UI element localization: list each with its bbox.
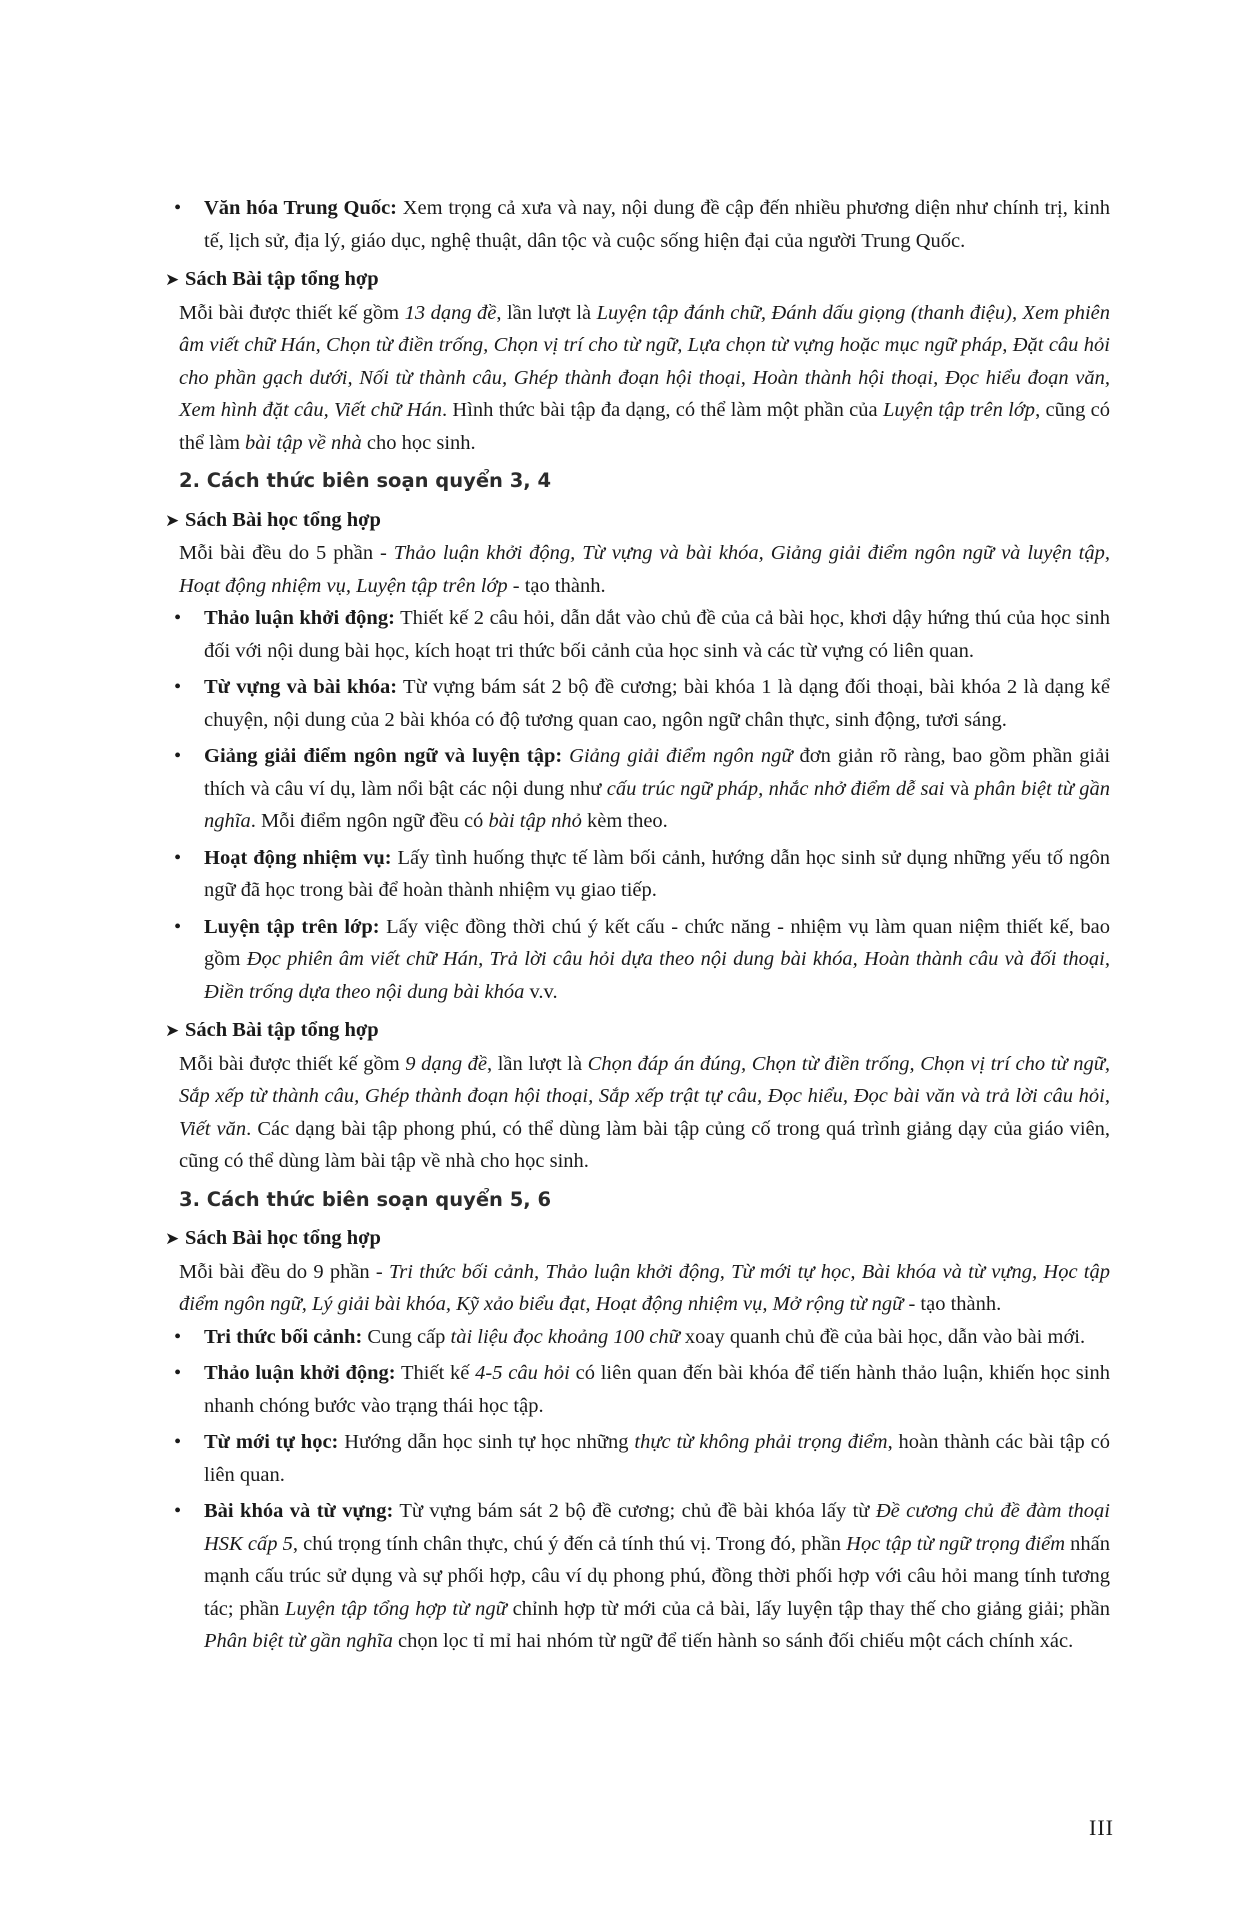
bullet-task-activity: • Hoạt động nhiệm vụ: Lấy tình huống thực tế làm bối cảnh, hướng dẫn học sinh sử dụng những yếu tố ngôn ngữ đã học trong bài để hoàn thành nhiệm vụ giao tiếp. (165, 842, 1110, 907)
bullet-chinese-culture (165, 192, 1110, 257)
bullet-text: Xem trọng cả xưa và nay, nội dung đề cập đến nhiều phương diện như chính trị, kinh tế, lịch sử, địa lý, giáo dục, nghệ thuật, dân tộc và cuộc sống hiện đại của người Trung Quốc. (204, 197, 1110, 252)
bullet-text-vocab: • Bài khóa và từ vựng: Từ vựng bám sát 2 bộ đề cương; chủ đề bài khóa lấy từ Đề cương chủ đề đàm thoại HSK cấp 5, chú trọng tính chân thực, chú ý đến cả tính thú vị. Trong đó, phần Học tập từ ngữ trọng điểm nhấn mạnh cấu trúc sử dụng và sự phối hợp, câu ví dụ phong phú, đồng thời phối hợp với câu hỏi mang tính tương tác; phần Luyện tập tổng hợp từ ngữ chỉnh hợp từ mới của cả bài, lấy luyện tập thay thế cho giảng giải; phần Phân biệt từ gần nghĩa chọn lọc tỉ mỉ hai nhóm từ ngữ để tiến hành so sánh đối chiếu một cách chính xác. (165, 1495, 1110, 1658)
paragraph-workbook-2: Mỗi bài được thiết kế gồm 9 dạng đề, lần lượt là Chọn đáp án đúng, Chọn từ điền trống, Chọn vị trí cho từ ngữ, Sắp xếp từ thành câu, Ghép thành đoạn hội thoại, Sắp xếp trật tự câu, Đọc hiểu, Đọc bài văn và trả lời câu hỏi, Viết văn. Các dạng bài tập phong phú, có thể dùng làm bài tập củng cố trong quá trình giảng dạy của giáo viên, cũng có thể dùng làm bài tập về nhà cho học sinh. (179, 1052, 1110, 1172)
paragraph-workbook-1: Mỗi bài được thiết kế gồm 13 dạng đề, lần lượt là Luyện tập đánh chữ, Đánh dấu giọng (thanh điệu), Xem phiên âm viết chữ Hán, Chọn từ điền trống, Chọn vị trí cho từ ngữ, Lựa chọn từ vựng hoặc mục ngữ pháp, Đặt câu hỏi cho phần gạch dưới, Nối từ thành câu, Ghép thành đoạn hội thoại, Hoàn thành hội thoại, Đọc hiểu đoạn văn, Xem hình đặt câu, Viết chữ Hán. Hình thức bài tập đa dạng, có thể làm một phần của Luyện tập trên lớp, cũng có thể làm bài tập về nhà cho học sinh. (179, 301, 1111, 454)
arrow-icon: ➤ (165, 1229, 180, 1249)
bullet-background: • Tri thức bối cảnh: Cung cấp tài liệu đọc khoảng 100 chữ xoay quanh chủ đề của bài học, dẫn vào bài mới. (165, 1321, 1110, 1354)
section-heading-2: 2. Cách thức biên soạn quyển 3, 4 (179, 469, 552, 492)
heading-lessonbook-3 (165, 1222, 1110, 1256)
heading-workbook-1 (165, 263, 1110, 297)
bullet-self-study: • Từ mới tự học: Hướng dẫn học sinh tự học những thực từ không phải trọng điểm, hoàn thành các bài tập có liên quan. (165, 1426, 1110, 1491)
lesson-parts-list-3 (165, 1321, 1110, 1658)
bullet-vocab-text: • Từ vựng và bài khóa: Từ vựng bám sát 2 bộ đề cương; bài khóa 1 là dạng đối thoại, bài khóa 2 là dạng kể chuyện, nội dung của 2 bài khóa có độ tương quan cao, ngôn ngữ chân thực, sinh động, tươi sáng. (165, 671, 1110, 736)
heading-lessonbook-2 (165, 504, 1110, 538)
heading-text: Sách Bài tập tổng hợp (185, 1019, 379, 1041)
arrow-icon: ➤ (165, 270, 180, 290)
page-number: III (1089, 1815, 1114, 1840)
paragraph-lessonbook-2: Mỗi bài đều do 5 phần - Thảo luận khởi động, Từ vựng và bài khóa, Giảng giải điểm ngôn ngữ và luyện tập, Hoạt động nhiệm vụ, Luyện tập trên lớp - tạo thành. (179, 542, 1110, 597)
bullet-warmup-3: • Thảo luận khởi động: Thiết kế 4-5 câu hỏi có liên quan đến bài khóa để tiến hành thảo luận, khiến học sinh nhanh chóng bước vào trạng thái học tập. (165, 1357, 1110, 1422)
heading-text: Sách Bài học tổng hợp (185, 508, 381, 531)
paragraph-lessonbook-3: Mỗi bài đều do 9 phần - Tri thức bối cảnh, Thảo luận khởi động, Từ mới tự học, Bài khóa và từ vựng, Học tập điểm ngôn ngữ, Lý giải bài khóa, Kỹ xảo biểu đạt, Hoạt động nhiệm vụ, Mở rộng từ ngữ - tạo thành. (179, 1260, 1111, 1315)
bullet-term: Văn hóa Trung Quốc: (204, 197, 398, 219)
bullet-class-practice: • Luyện tập trên lớp: Lấy việc đồng thời chú ý kết cấu - chức năng - nhiệm vụ làm quan niệm thiết kế, bao gồm Đọc phiên âm viết chữ Hán, Trả lời câu hỏi dựa theo nội dung bài khóa, Hoàn thành câu và đối thoại, Điền trống dựa theo nội dung bài khóa v.v. (165, 911, 1110, 1009)
heading-workbook-2 (165, 1014, 1110, 1048)
heading-text: Sách Bài tập tổng hợp (185, 268, 379, 290)
section-heading-3: 3. Cách thức biên soạn quyển 5, 6 (179, 1187, 552, 1211)
bullet-language-points: • Giảng giải điểm ngôn ngữ và luyện tập: Giảng giải điểm ngôn ngữ đơn giản rõ ràng, bao gồm phần giải thích và câu ví dụ, làm nổi bật các nội dung như cấu trúc ngữ pháp, nhắc nhở điểm dễ sai và phân biệt từ gần nghĩa. Mỗi điểm ngôn ngữ đều có bài tập nhỏ kèm theo. (165, 740, 1110, 838)
bullet-warmup: • Thảo luận khởi động: Thiết kế 2 câu hỏi, dẫn dắt vào chủ đề của cả bài học, khơi dậy hứng thú của học sinh đối với nội dung bài học, kích hoạt tri thức bối cảnh của học sinh và các từ vựng có liên quan. (165, 602, 1110, 667)
heading-text: Sách Bài học tổng hợp (185, 1227, 381, 1249)
arrow-icon: ➤ (165, 510, 180, 531)
arrow-icon: ➤ (165, 1021, 180, 1041)
culture-list (165, 192, 1110, 257)
page-body (165, 192, 1110, 1662)
lesson-parts-list-2 (165, 602, 1110, 1008)
